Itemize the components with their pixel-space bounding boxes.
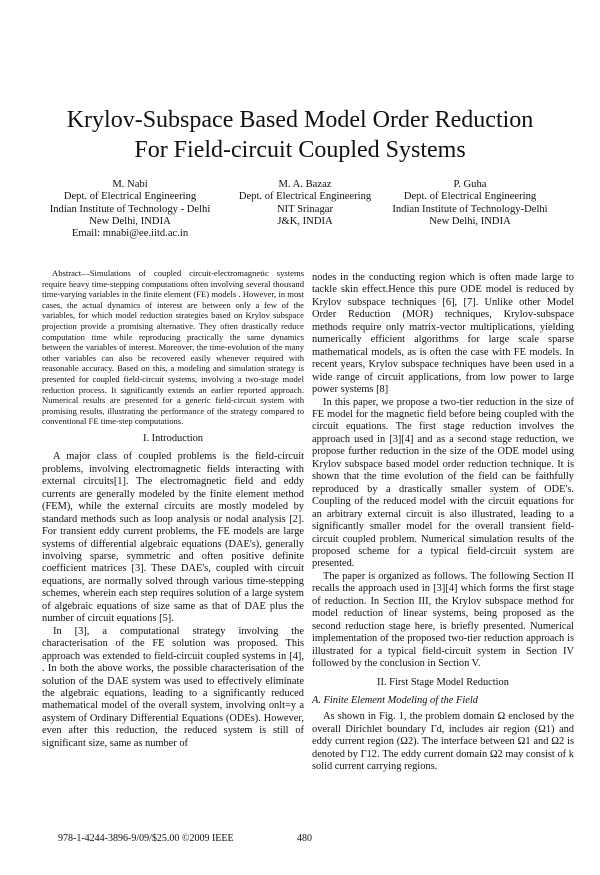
copyright-line: 978-1-4244-3896-9/09/$25.00 ©2009 IEEE (58, 833, 234, 844)
paragraph: In this paper, we propose a two-tier reduction in the size of FE model for the magnetic field before being coupled with the circuit equations. The first stage reduction involves the approach used in [3][4] and as a second stage reduction, we propose further reduction in the size of the ODE model using Krylov subspace based model order reduction technique. It is shown that the time evolution of the field can be faithfully reproduced by a drastically smaller system of ODE's. Coupling of the reduced model with the circuit equations for an arbitrary external circuit is also illustrated, leading to a significantly smaller model for the overall transient field-circuit coupled problem. Numerical simulation results of the proposed scheme for a typical field-circuit system are presented. (312, 396, 574, 570)
author-affiliation: Dept. of Electrical Engineering (63, 191, 197, 203)
subsection-heading: A. Finite Element Modeling of the Field (312, 694, 478, 706)
author-name: M. A. Bazaz (278, 179, 332, 190)
paragraph: A major class of coupled problems is the field-circuit problems, involving electromagnetic fields interacting with external circuits[1]. The electromagnetic field and eddy currents are generally modeled by the finite element method (FEM), while the external circuits are mostly modeled by standard methods such as loop analysis or nodal analysis [2]. For transient eddy current problems, the FE models are large systems of differential algebraic equations (DAE's), generally involving sparse, symmetric and often positive definite coefficient matrices [3]. These DAE's, coupled with circuit equations, are normally solved through various time-stepping schemes, wherein each step requires solution of a large system of algebraic equations of size same as that of DAE plus the number of circuit equations [5]. (42, 451, 304, 625)
author-affiliation: New Delhi, INDIA (429, 215, 511, 227)
author-email: Email: mnabi@ee.iitd.ac.in (71, 228, 189, 240)
section-heading-introduction: I. Introduction (142, 432, 204, 444)
paper-title-line-1: Krylov-Subspace Based Model Order Reduction (66, 107, 534, 133)
author-block-3 (380, 179, 560, 228)
paragraph: In [3], a computational strategy involving the characterisation of the FE solution was proposed. This approach was extended to field-circuit coupled systems in [4], . In both the above works, the possible characterisation of the solution of the DAE system was used to effectively eliminate the algebraic equations, leading to a significantly reduced mathematical model of the overall system, involving onlt=y a asystem of Ordinary Differential Equations (ODEs). However, even after this reduction, the reduced system is still of significant size, same as number of (42, 625, 304, 749)
paragraph: nodes in the conducting region which is often made large to tackle skin effect.Hence this pure ODE model is reduced by Krylov subspace techniques [6], [7]. Unlike other Model Order Reduction (MOR) techniques, Krylov-subspace methods require only matrix-vector multiplications, yielding numerically efficient algorithms for large scale sparse mathematical models, as is often the case with FE models. In recent years, Krylov subspace techniques have been used in a wide range of circuit applications, from low power to large power systems [8] (312, 272, 574, 396)
right-column (312, 272, 574, 774)
author-affiliation: New Delhi, INDIA (89, 215, 171, 227)
paper-title-line-2: For Field-circuit Coupled Systems (134, 137, 466, 163)
author-affiliation: Indian Institute of Technology-Delhi (392, 203, 548, 215)
author-affiliation: NIT Srinagar (277, 203, 333, 215)
author-name: P. Guha (453, 179, 487, 190)
author-affiliation: Dept. of Electrical Engineering (403, 191, 537, 203)
author-affiliation: J&K, INDIA (277, 215, 333, 227)
left-column (42, 268, 304, 750)
author-affiliation: Indian Institute of Technology - Delhi (49, 203, 211, 215)
page-number: 480 (297, 833, 312, 844)
author-affiliation: Dept. of Electrical Engineering (238, 191, 372, 203)
abstract: Abstract—Simulations of coupled circuit-electromagnetic systems require heavy time-stepping computations often involving several thousand time-varying variables in the finite element (FE) models . However, in most cases, the actual dynamics of interest are between only a few of the variables, for which model reduction strategies based on Krylov subspace projection provide a promising alternative. They often drastically reduce computation time while reproducing practically the same dynamics between the variables of interest. Moreover, the time-evolution of the many other variables can also be recovered easily whenever required with reasonable accuracy. Based on this, a modeling and simulation strategy is presented for coupled field-circuit systems, involving a two-stage model reduction process. It significantly extends an earlier reported approach. Numerical results are presented for a generic field-circuit system with promising results, illustrating the performance of the strategy compared to conventional FE time-step computations. (42, 268, 304, 427)
paragraph: The paper is organized as follows. The following Section II recalls the approach used in [3][4] which forms the first stage of reduction. In Section III, the Krylov subspace method for model reduction of linear systems, being proposed as the second reduction stage here, is briefly presented. Numerical implementation of the proposed two-tier reduction approach is illustrated for a typical field-circuit system in Section IV followed by the conclusion in Section V. (312, 570, 574, 670)
author-block-1 (40, 179, 220, 240)
author-name: M. Nabi (112, 179, 148, 190)
section-heading-first-stage: II. First Stage Model Reduction (377, 676, 509, 688)
paragraph: As shown in Fig. 1, the problem domain Ω enclosed by the overall Dirichlet boundary Γd, includes air region (Ω1) and eddy current region (Ω2). The interface between Ω1 and Ω2 is denoted by Γ12. The eddy current domain Ω2 may consist of k solid current carrying regions. (312, 711, 574, 773)
author-block-2 (235, 179, 375, 228)
